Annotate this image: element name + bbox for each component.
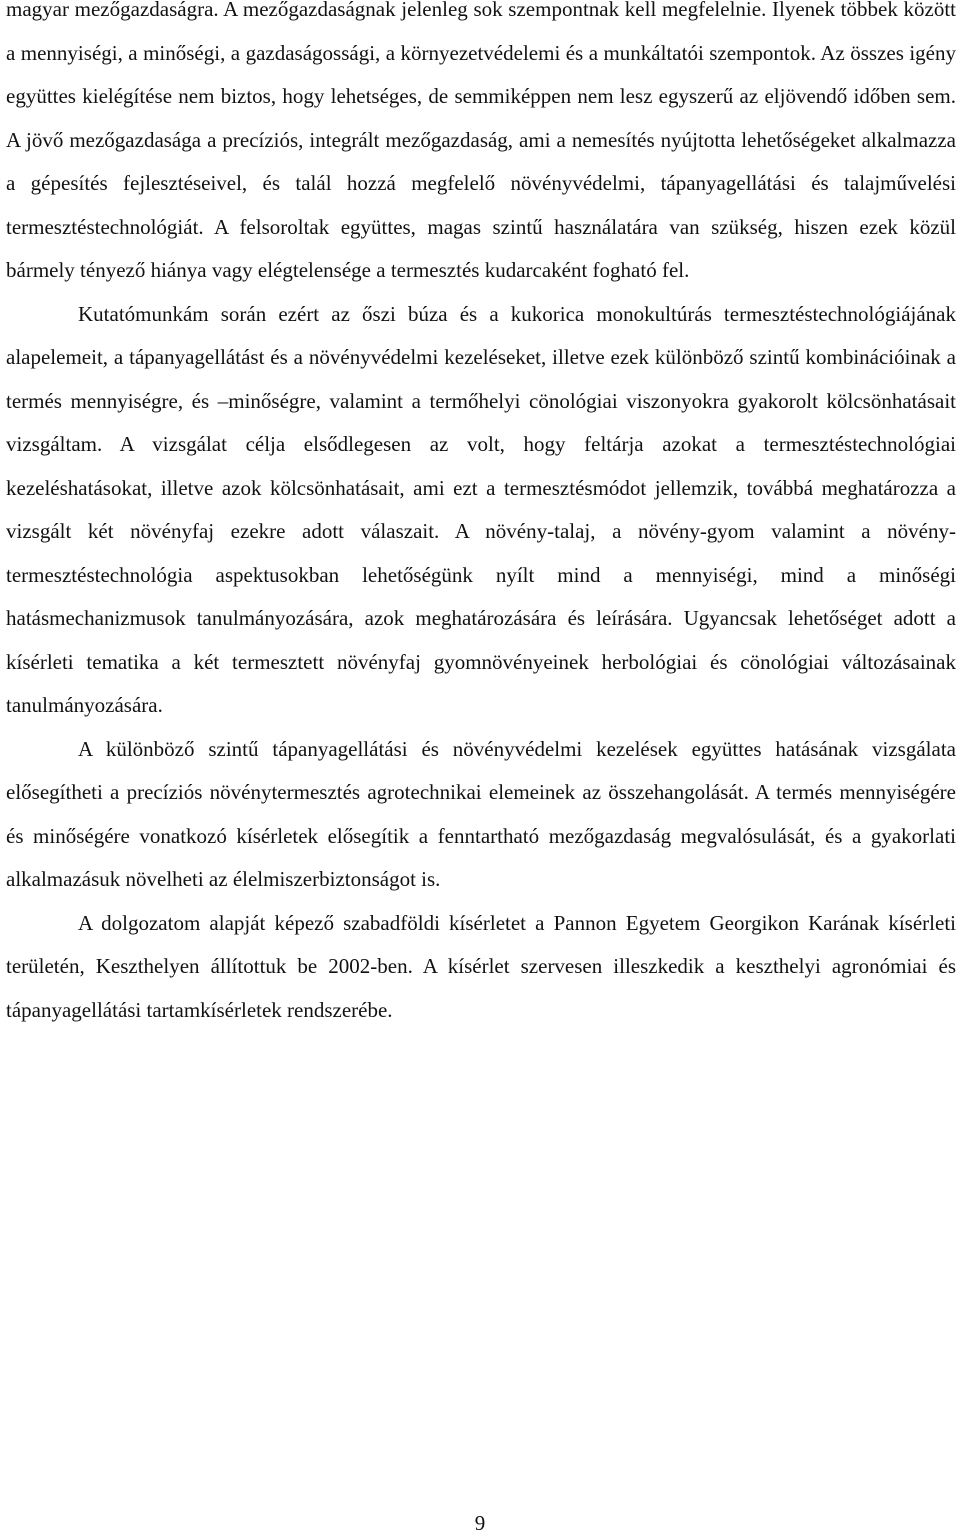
paragraph-2: Kutatómunkám során ezért az őszi búza és a kukorica monokultúrás termesztéstechnológiájának alapelemeit, a tápanyagellátást és a növényvédelmi kezeléseket, illetve ezek különböző szintű kombinációinak a termés mennyiségre, és –minőségre, valamint a termőhelyi cönológiai viszonyokra gyakorolt kölcsönhatásait vizsgáltam. A vizsgálat célja elsődlegesen az volt, hogy feltárja azokat a termesztéstechnológiai kezeléshatásokat, illetve azok kölcsönhatásait, ami ezt a termesztésmódot jellemzik, továbbá meghatározza a vizsgált két növényfaj ezekre adott válaszait. A növény-talaj, a növény-gyom valamint a növény-termesztéstechnológia aspektusokban lehetőségünk nyílt mind a mennyiségi, mind a minőségi hatásmechanizmusok tanulmányozására, azok meghatározására és leírására. Ugyancsak lehetőséget adott a kísérleti tematika a két termesztett növényfaj gyomnövényeinek herbológiai és cönológiai változásainak tanulmányozására. (6, 301, 956, 717)
page-number: 9 (474, 1511, 486, 1535)
paragraph-1: magyar mezőgazdaságra. A mezőgazdaságnak jelenleg sok szempontnak kell megfelelnie. Ilyenek többek között a mennyiségi, a minőségi, a gazdaságossági, a környezetvédelemi és a munkáltatói szempontok. Az összes igény együttes kielégítése nem biztos, hogy lehetséges, de semmiképpen nem lesz egyszerű az eljövendő időben sem. A jövő mezőgazdasága a precíziós, integrált mezőgazdaság, ami a nemesítés nyújtotta lehetőségeket alkalmazza a gépesítés fejlesztéseivel, és talál hozzá megfelelő növényvédelmi, tápanyagellátási és talajművelési termesztéstechnológiát. A felsoroltak együttes, magas szintű használatára van szükség, hiszen ezek közül bármely tényező hiánya vagy elégtelensége a termesztés kudarcaként fogható fel. (6, 0, 956, 282)
document-page (6, 0, 956, 1032)
paragraph-3: A különböző szintű tápanyagellátási és növényvédelmi kezelések együttes hatásának vizsgálata elősegítheti a precíziós növénytermesztés agrotechnikai elemeinek az összehangolását. A termés mennyiségére és minőségére vonatkozó kísérletek elősegítik a fenntartható mezőgazdaság megvalósulását, és a gyakorlati alkalmazásuk növelheti az élelmiszerbiztonságot is. (6, 736, 956, 891)
paragraph-4: A dolgozatom alapját képező szabadföldi kísérletet a Pannon Egyetem Georgikon Karának kísérleti területén, Keszthelyen állítottuk be 2002-ben. A kísérlet szervesen illeszkedik a keszthelyi agronómiai és tápanyagellátási tartamkísérletek rendszerébe. (6, 910, 956, 1022)
